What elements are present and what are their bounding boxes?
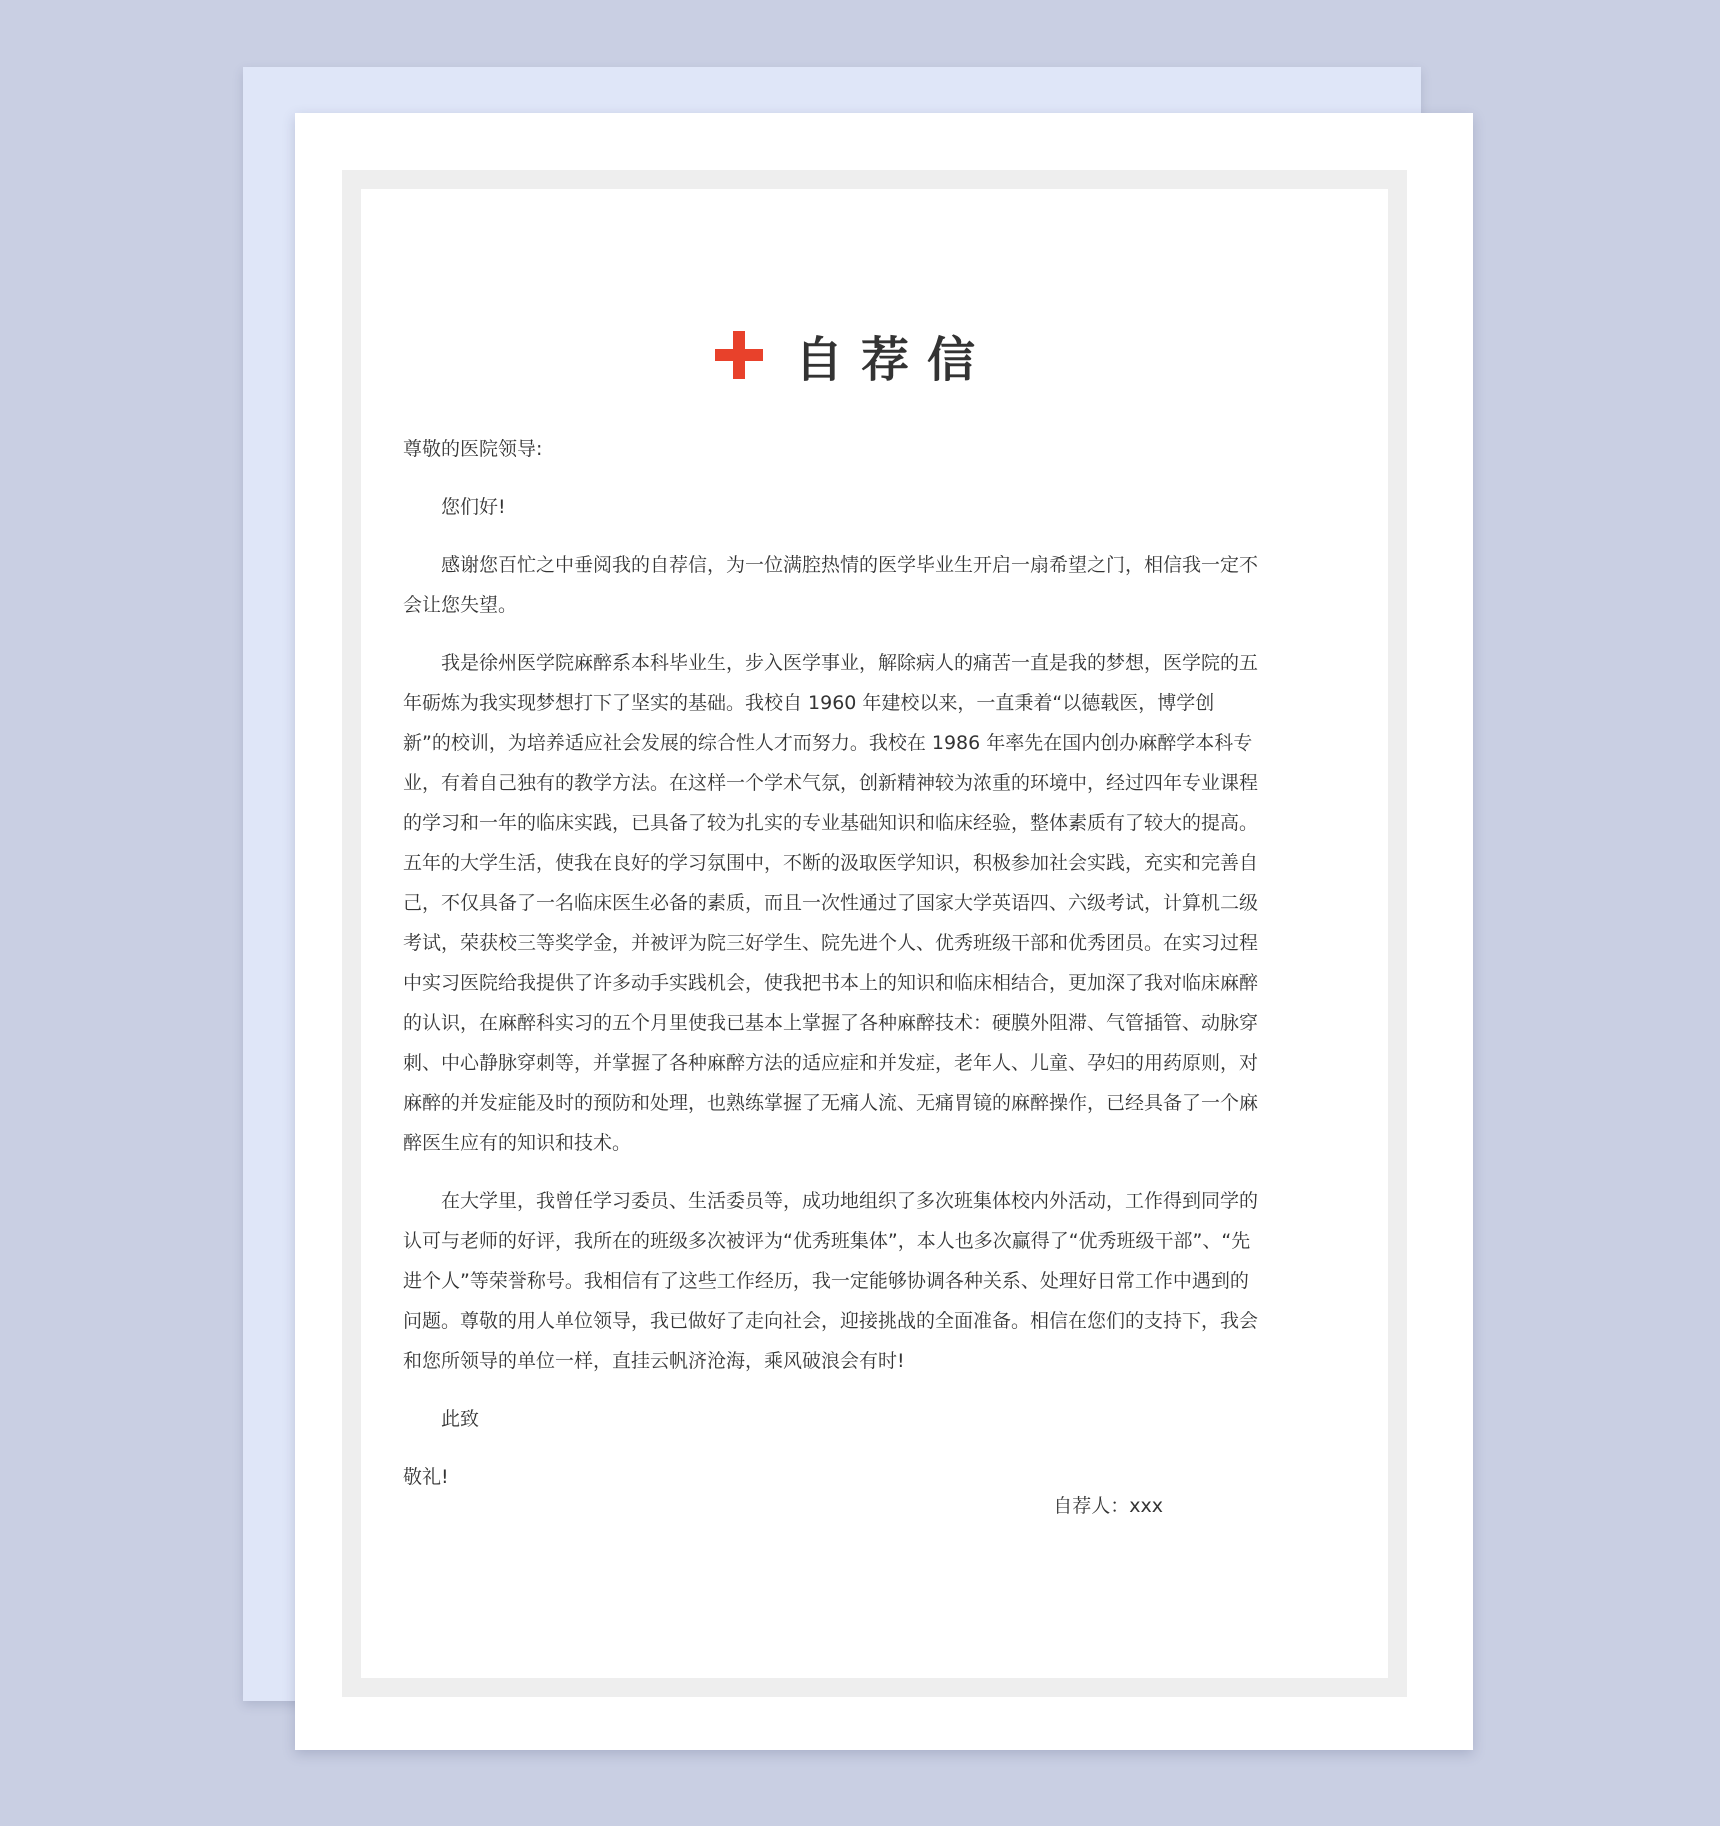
body-paragraph: 感谢您百忙之中垂阅我的自荐信，为一位满腔热情的医学毕业生开启一扇希望之门，相信我一定不会让您失望。 bbox=[403, 554, 1259, 616]
salutation: 尊敬的医院领导: bbox=[403, 438, 543, 460]
letter-sheet bbox=[295, 113, 1473, 1750]
signature: 自荐人：xxx bbox=[1053, 1495, 1163, 1517]
closing: 此致 bbox=[441, 1408, 480, 1430]
letter-title: 自荐信 bbox=[794, 331, 993, 388]
greeting: 您们好! bbox=[441, 496, 506, 518]
body-paragraph: 我是徐州医学院麻醉系本科毕业生，步入医学事业，解除病人的痛苦一直是我的梦想，医学院的五年砺炼为我实现梦想打下了坚实的基础。我校自 1960 年建校以来，一直秉着“以德载医，博学创新”的校训，为培养适应社会发展的综合性人才而努力。我校在 1986 年率先在国内创办麻醉学本科专业，有着自己独有的教学方法。在这样一个学术气氛，创新精神较为浓重的环境中，经过四年专业课程的学习和一年的临床实践，已具备了较为扎实的专业基础知识和临床经验，整体素质有了较大的提高。五年的大学生活，使我在良好的学习氛围中，不断的汲取医学知识，积极参加社会实践，充实和完善自己，不仅具备了一名临床医生必备的素质，而且一次性通过了国家大学英语四、六级考试，计算机二级考试，荣获校三等奖学金，并被评为院三好学生、院先进个人、优秀班级干部和优秀团员。在实习过程中实习医院给我提供了许多动手实践机会，使我把书本上的知识和临床相结合，更加深了我对临床麻醉的认识，在麻醉科实习的五个月里使我已基本上掌握了各种麻醉技术：硬膜外阻滞、气管插管、动脉穿刺、中心静脉穿刺等，并掌握了各种麻醉方法的适应症和并发症，老年人、儿童、孕妇的用药原则，对麻醉的并发症能及时的预防和处理，也熟练掌握了无痛人流、无痛胃镜的麻醉操作，已经具备了一个麻醉医生应有的知识和技术。 bbox=[403, 652, 1259, 1154]
title-row bbox=[295, 320, 1473, 390]
letter-body bbox=[403, 429, 1261, 1515]
medical-cross-icon bbox=[715, 331, 763, 379]
regards: 敬礼! bbox=[403, 1466, 449, 1488]
body-paragraph: 在大学里，我曾任学习委员、生活委员等，成功地组织了多次班集体校内外活动，工作得到同学的认可与老师的好评，我所在的班级多次被评为“优秀班集体”，本人也多次赢得了“优秀班级干部”、“先进个人”等荣誉称号。我相信有了这些工作经历，我一定能够协调各种关系、处理好日常工作中遇到的问题。尊敬的用人单位领导，我已做好了走向社会，迎接挑战的全面准备。相信在您们的支持下，我会和您所领导的单位一样，直挂云帆济沧海，乘风破浪会有时! bbox=[403, 1190, 1259, 1372]
